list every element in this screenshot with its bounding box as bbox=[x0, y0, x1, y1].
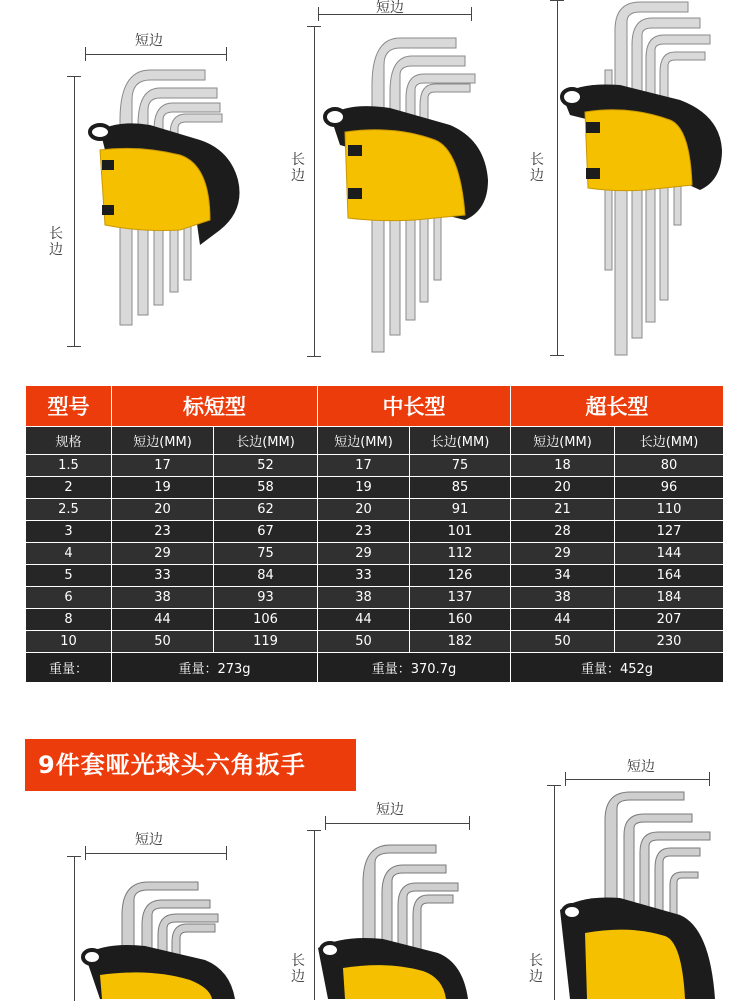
spec-size-cell: 10 bbox=[26, 631, 112, 653]
table-cell: 29 bbox=[318, 543, 410, 565]
long-side-label-6: 长边 bbox=[529, 953, 543, 985]
table-cell: 34 bbox=[511, 565, 615, 587]
subheader-cell: 长边(MM) bbox=[615, 427, 724, 455]
hex-key-set-extra-long-image bbox=[560, 0, 730, 360]
table-row bbox=[26, 587, 724, 609]
weight-label: 重量： bbox=[26, 653, 112, 683]
table-weight-row bbox=[26, 653, 724, 683]
table-cell: 184 bbox=[615, 587, 724, 609]
long-side-label-1: 长边 bbox=[49, 226, 63, 258]
product-banner: 9件套哑光球头六角扳手 bbox=[25, 739, 356, 791]
table-cell: 33 bbox=[112, 565, 214, 587]
table-cell: 126 bbox=[410, 565, 511, 587]
table-row bbox=[26, 543, 724, 565]
table-cell: 101 bbox=[410, 521, 511, 543]
spec-size-cell: 1.5 bbox=[26, 455, 112, 477]
table-subheader-row bbox=[26, 427, 724, 455]
short-side-label-5: 短边 bbox=[376, 802, 404, 818]
table-cell: 67 bbox=[214, 521, 318, 543]
table-row bbox=[26, 565, 724, 587]
table-cell: 91 bbox=[410, 499, 511, 521]
table-cell: 19 bbox=[318, 477, 410, 499]
short-side-label-2: 短边 bbox=[376, 0, 404, 16]
table-row bbox=[26, 499, 724, 521]
table-cell: 19 bbox=[112, 477, 214, 499]
table-cell: 20 bbox=[511, 477, 615, 499]
table-cell: 44 bbox=[511, 609, 615, 631]
table-cell: 28 bbox=[511, 521, 615, 543]
table-cell: 160 bbox=[410, 609, 511, 631]
short-side-label-1: 短边 bbox=[135, 33, 163, 49]
table-cell: 50 bbox=[511, 631, 615, 653]
table-cell: 80 bbox=[615, 455, 724, 477]
header-extra-long: 超长型 bbox=[511, 386, 724, 427]
table-cell: 20 bbox=[318, 499, 410, 521]
subheader-cell: 长边(MM) bbox=[214, 427, 318, 455]
table-header-row bbox=[26, 386, 724, 427]
hex-key-set-matte-1-image bbox=[80, 880, 250, 999]
spec-size-cell: 3 bbox=[26, 521, 112, 543]
table-cell: 29 bbox=[511, 543, 615, 565]
table-row bbox=[26, 521, 724, 543]
hex-key-set-medium-image bbox=[320, 30, 490, 355]
table-cell: 38 bbox=[318, 587, 410, 609]
long-side-label-3: 长边 bbox=[530, 152, 544, 184]
short-side-label-4: 短边 bbox=[135, 832, 163, 848]
table-cell: 33 bbox=[318, 565, 410, 587]
header-model: 型号 bbox=[26, 386, 112, 427]
spec-size-cell: 2 bbox=[26, 477, 112, 499]
table-cell: 230 bbox=[615, 631, 724, 653]
spec-size-cell: 6 bbox=[26, 587, 112, 609]
weight-extra-long: 重量：452g bbox=[511, 653, 724, 683]
table-cell: 38 bbox=[511, 587, 615, 609]
table-cell: 110 bbox=[615, 499, 724, 521]
table-cell: 93 bbox=[214, 587, 318, 609]
table-cell: 137 bbox=[410, 587, 511, 609]
table-row bbox=[26, 631, 724, 653]
hex-key-set-standard-image bbox=[80, 60, 250, 340]
table-cell: 84 bbox=[214, 565, 318, 587]
table-cell: 50 bbox=[112, 631, 214, 653]
table-cell: 17 bbox=[318, 455, 410, 477]
spec-size-cell: 5 bbox=[26, 565, 112, 587]
short-side-label-6: 短边 bbox=[627, 759, 655, 775]
table-cell: 85 bbox=[410, 477, 511, 499]
spec-size-cell: 8 bbox=[26, 609, 112, 631]
table-row bbox=[26, 477, 724, 499]
table-cell: 21 bbox=[511, 499, 615, 521]
hex-key-set-matte-2-image bbox=[318, 843, 488, 999]
spec-size-cell: 4 bbox=[26, 543, 112, 565]
subheader-cell: 规格 bbox=[26, 427, 112, 455]
table-cell: 182 bbox=[410, 631, 511, 653]
table-cell: 23 bbox=[112, 521, 214, 543]
table-cell: 52 bbox=[214, 455, 318, 477]
header-medium-long: 中长型 bbox=[318, 386, 511, 427]
table-cell: 119 bbox=[214, 631, 318, 653]
long-side-label-2: 长边 bbox=[291, 152, 305, 184]
table-cell: 58 bbox=[214, 477, 318, 499]
table-cell: 44 bbox=[318, 609, 410, 631]
table-cell: 44 bbox=[112, 609, 214, 631]
hex-key-set-matte-3-image bbox=[560, 790, 730, 999]
long-side-label-5: 长边 bbox=[291, 953, 305, 985]
header-standard: 标短型 bbox=[112, 386, 318, 427]
table-cell: 23 bbox=[318, 521, 410, 543]
table-row bbox=[26, 455, 724, 477]
table-cell: 75 bbox=[214, 543, 318, 565]
table-cell: 20 bbox=[112, 499, 214, 521]
table-cell: 75 bbox=[410, 455, 511, 477]
table-cell: 38 bbox=[112, 587, 214, 609]
table-row bbox=[26, 609, 724, 631]
table-cell: 29 bbox=[112, 543, 214, 565]
weight-medium-long: 重量：370.7g bbox=[318, 653, 511, 683]
table-cell: 207 bbox=[615, 609, 724, 631]
table-cell: 96 bbox=[615, 477, 724, 499]
table-cell: 127 bbox=[615, 521, 724, 543]
table-cell: 50 bbox=[318, 631, 410, 653]
table-cell: 164 bbox=[615, 565, 724, 587]
table-cell: 144 bbox=[615, 543, 724, 565]
spec-size-cell: 2.5 bbox=[26, 499, 112, 521]
table-cell: 17 bbox=[112, 455, 214, 477]
table-cell: 106 bbox=[214, 609, 318, 631]
table-cell: 62 bbox=[214, 499, 318, 521]
subheader-cell: 短边(MM) bbox=[318, 427, 410, 455]
table-cell: 18 bbox=[511, 455, 615, 477]
subheader-cell: 短边(MM) bbox=[511, 427, 615, 455]
weight-standard: 重量：273g bbox=[112, 653, 318, 683]
spec-table bbox=[25, 385, 724, 683]
subheader-cell: 短边(MM) bbox=[112, 427, 214, 455]
table-cell: 112 bbox=[410, 543, 511, 565]
subheader-cell: 长边(MM) bbox=[410, 427, 511, 455]
